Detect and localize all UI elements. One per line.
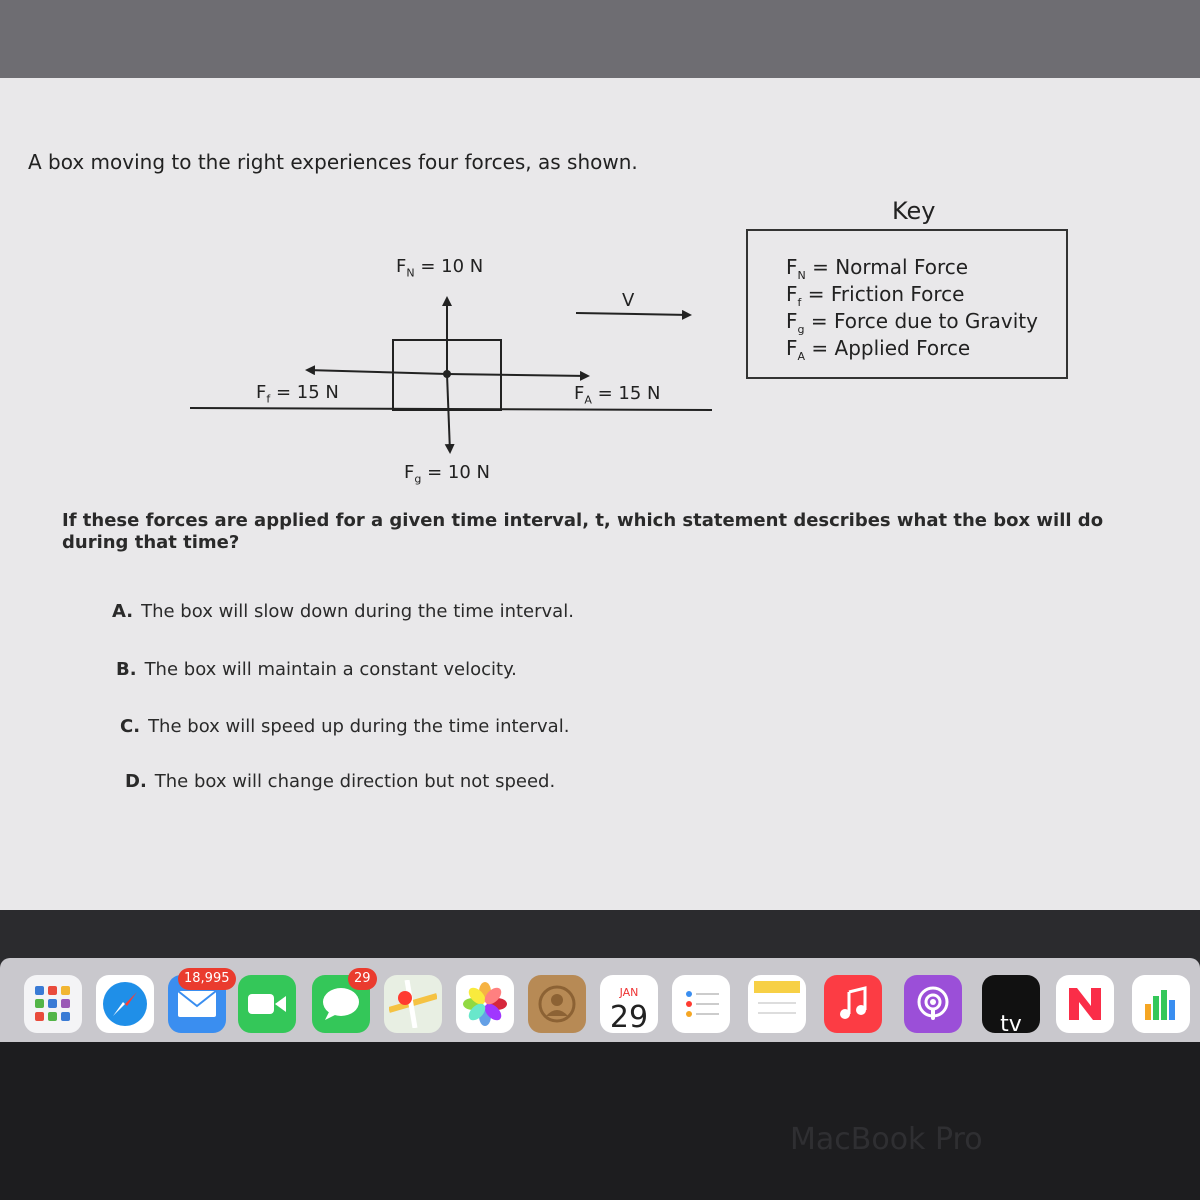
velocity-label: V	[622, 290, 635, 311]
key-row-normal: $F_N$ = Normal Force	[786, 255, 969, 282]
photos-icon[interactable]	[456, 975, 514, 1033]
launchpad-icon[interactable]	[24, 975, 82, 1033]
choice-c[interactable]: C. The box will speed up during the time interval.	[120, 716, 570, 737]
friction-force-arrow	[307, 370, 447, 374]
calendar-month: JAN	[619, 986, 639, 999]
choice-b[interactable]: B. The box will maintain a constant velocity.	[116, 659, 517, 680]
key-row-gravity: $F_g$ = Force due to Gravity	[786, 309, 1038, 336]
question-prompt: If these forces are applied for a given time interval, t, which statement describes what the box will do during that time?	[62, 510, 1104, 553]
mail-badge: 18,995	[178, 968, 236, 990]
contacts-icon[interactable]	[528, 975, 586, 1033]
velocity-arrow	[576, 313, 690, 315]
choice-a[interactable]: A. The box will slow down during the time interval.	[112, 601, 574, 622]
numbers-icon[interactable]	[1132, 975, 1190, 1033]
tv-label: tv	[1000, 1012, 1022, 1037]
notes-icon[interactable]	[748, 975, 806, 1033]
question-intro: A box moving to the right experiences four forces, as shown.	[28, 150, 638, 174]
facetime-icon[interactable]	[238, 975, 296, 1033]
choice-d[interactable]: D. The box will change direction but not speed.	[125, 771, 556, 792]
normal-force-label: $F_N = 10$ N	[396, 256, 484, 280]
safari-icon[interactable]	[96, 975, 154, 1033]
reminders-icon[interactable]	[672, 975, 730, 1033]
calendar-day: 29	[609, 1000, 649, 1035]
podcasts-icon[interactable]	[904, 975, 962, 1033]
device-brand: MacBook Pro	[790, 1122, 983, 1157]
gravity-force-arrow	[447, 374, 450, 452]
news-icon[interactable]	[1056, 975, 1114, 1033]
applied-force-arrow	[447, 374, 588, 376]
applied-force-label: $F_A = 15$ N	[574, 383, 661, 407]
gravity-force-label: $F_g = 10$ N	[404, 462, 490, 486]
key-row-applied: $F_A$ = Applied Force	[786, 336, 971, 363]
key-row-friction: $F_f$ = Friction Force	[786, 282, 965, 309]
music-icon[interactable]	[824, 975, 882, 1033]
messages-badge: 29	[348, 968, 377, 990]
key-title: Key	[892, 197, 936, 225]
friction-force-label: $F_f = 15$ N	[256, 382, 339, 406]
laptop-bezel	[0, 1042, 1200, 1200]
maps-icon[interactable]	[384, 975, 442, 1033]
